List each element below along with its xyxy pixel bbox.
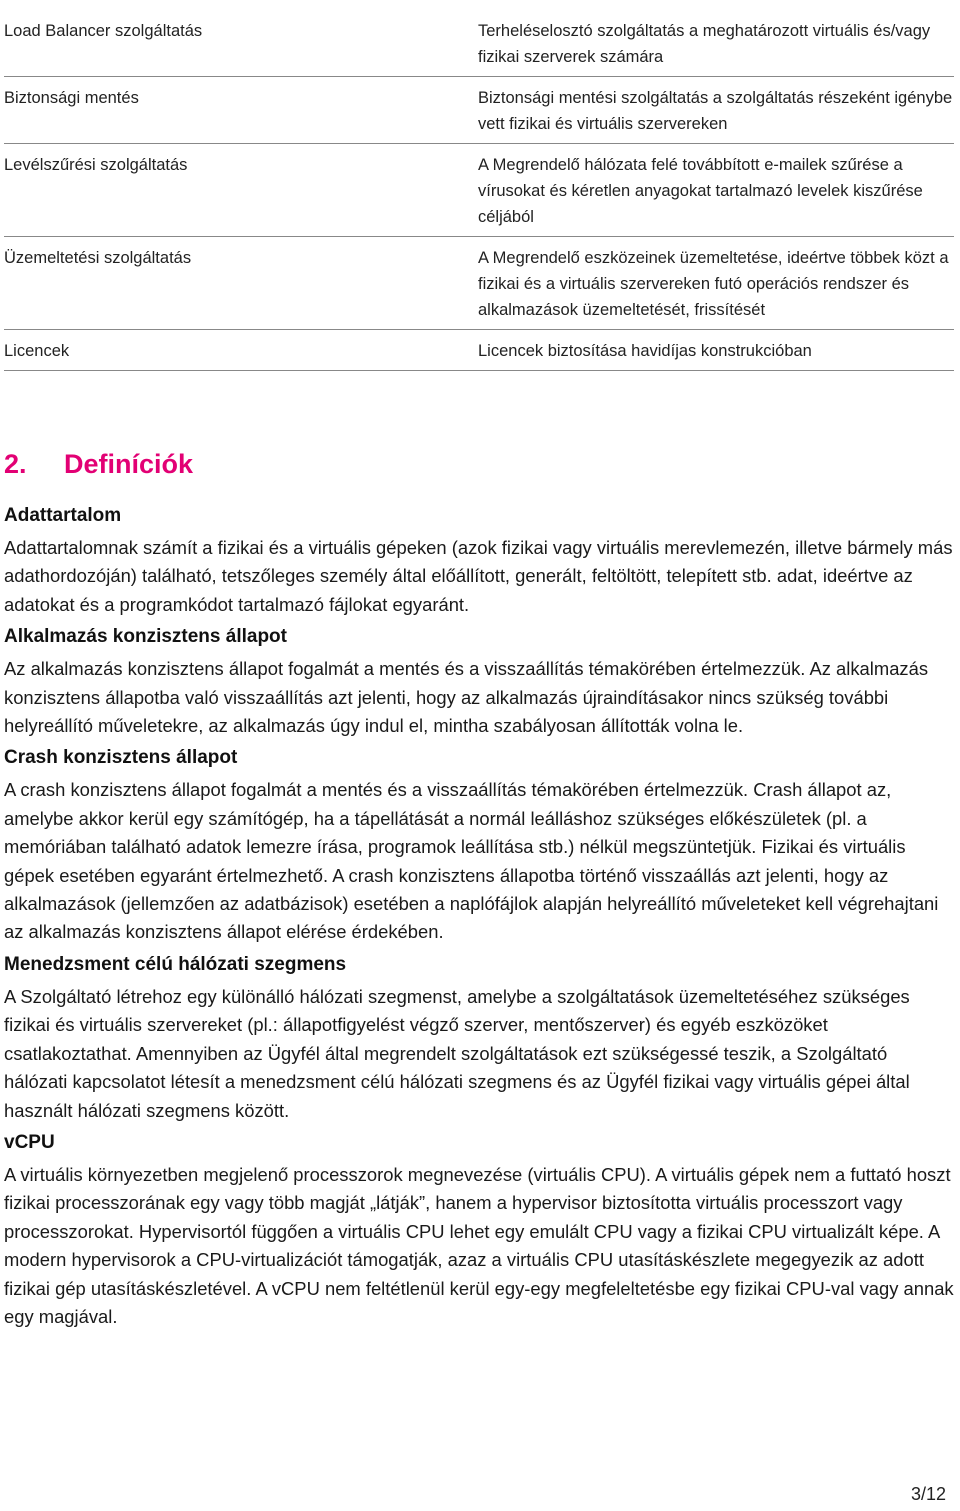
service-row bbox=[4, 77, 954, 144]
definition-text: Az alkalmazás konzisztens állapot fogalmát a mentés és a visszaállítás témakörében értelmezzük. Az alkalmazás konzisztens állapotba való visszaállítás azt jelenti, hogy az alkalmazás újraindításakor nincs szükség további helyreállító műveletekre, az alkalmazás úgy indul el, mintha szabályosan állították volna le. bbox=[4, 658, 929, 737]
service-name: Levélszűrési szolgáltatás bbox=[4, 144, 478, 237]
service-description: Terheléselosztó szolgáltatás a meghatározott virtuális és/vagy fizikai szerverek számára bbox=[478, 10, 954, 77]
service-name: Licencek bbox=[4, 330, 478, 371]
service-description: Biztonsági mentési szolgáltatás a szolgáltatás részeként igénybe vett fizikai és virtuális szervereken bbox=[478, 77, 954, 144]
service-row bbox=[4, 10, 954, 77]
service-description: A Megrendelő hálózata felé továbbított e-mailek szűrése a vírusokat és kéretlen anyagokat tartalmazó levelek kiszűrése céljából bbox=[478, 144, 954, 237]
page-number: 3/12 bbox=[910, 1484, 946, 1504]
service-row bbox=[4, 237, 954, 330]
service-row bbox=[4, 330, 954, 371]
section-heading bbox=[4, 446, 954, 482]
definition-term: vCPU bbox=[4, 1131, 55, 1153]
services-table-body bbox=[4, 10, 954, 371]
definition-term: Adattartalom bbox=[4, 505, 122, 526]
definition-term: Alkalmazás konzisztens állapot bbox=[4, 626, 287, 648]
section-number: 2. bbox=[4, 449, 27, 479]
service-name: Biztonsági mentés bbox=[4, 77, 478, 144]
definitions-list bbox=[4, 502, 954, 1331]
service-row bbox=[4, 144, 954, 237]
service-description: A Megrendelő eszközeinek üzemeltetése, ideértve többek közt a fizikai és a virtuális szervereken futó operációs rendszer és alkalmazások üzemeltetését, frissítését bbox=[478, 237, 954, 330]
service-name: Load Balancer szolgáltatás bbox=[4, 10, 478, 77]
definition-text: A crash konzisztens állapot fogalmát a mentés és a visszaállítás témakörében értelmezzük. Crash állapot az, amelybe akkor kerül egy számítógép, ha a tápellátását a normál leálláshoz szükséges előkészületek (pl. a memóriában található adatok lemezre írása, programok leállítása stb.) nélkül megszüntetjük. Fizikai és virtuális gépek esetében egyaránt értelmezhető. A crash konzisztens állapotba történő visszaállás azt jelenti, hogy az alkalmazások (jellemzően az adatbázisok) esetében a naplófájlok alapján helyreállító műveleteket kell végrehajtani az alkalmazás konzisztens állapot elérése érdekében. bbox=[4, 779, 939, 943]
definitions-section bbox=[4, 446, 954, 1335]
definition-term: Menedzsment célú hálózati szegmens bbox=[4, 953, 347, 975]
section-title: Definíciók bbox=[64, 449, 194, 479]
definition-term: Crash konzisztens állapot bbox=[4, 747, 238, 769]
service-name: Üzemeltetési szolgáltatás bbox=[4, 237, 478, 330]
service-description: Licencek biztosítása havidíjas konstrukcióban bbox=[478, 330, 954, 371]
definition-text: A virtuális környezetben megjelenő processzorok megnevezése (virtuális CPU). A virtuális gépek nem a futtató hoszt fizikai processzorának egy vagy több magját „látják”, hanem a hypervisor biztosította virtuális processzort vagy processzorokat. Hypervisortól függően a virtuális CPU lehet egy emulált CPU vagy a fizikai CPU virtualizált képe. A modern hypervisorok a CPU-virtualizációt támogatják, azaz a virtuális CPU utasításkészlete megegyezik az adott fizikai gép utasításkészletével. A vCPU nem feltétlenül kerül egy-egy megfeleltetésbe egy fizikai CPU-val vagy annak egy magjával. bbox=[4, 1163, 954, 1327]
services-table bbox=[4, 10, 954, 371]
definition-text: Adattartalomnak számít a fizikai és a virtuális gépeken (azok fizikai vagy virtuális merevlemezén, illetve bármely más adathordozóján) található, tetszőleges személy által előállított, generált, feltöltött, telepített stb. adat, ideértve az adatokat és a programkódot tartalmazó fájlokat egyaránt. bbox=[4, 537, 953, 615]
definition-text: A Szolgáltató létrehoz egy különálló hálózati szegmenst, amelybe a szolgáltatások üzemeltetéséhez szükséges fizikai és virtuális szervereket (pl.: állapotfigyelést végző szerver, mentőszerver) és egyéb eszközöket csatlakoztathat. Amennyiben az Ügyfél által megrendelt szolgáltatások ezt szükségessé teszik, a Szolgáltató hálózati kapcsolatot létesít a menedzsment célú hálózati szegmens és az Ügyfél fizikai vagy virtuális gépei által használt hálózati szegmens között. bbox=[4, 985, 910, 1121]
